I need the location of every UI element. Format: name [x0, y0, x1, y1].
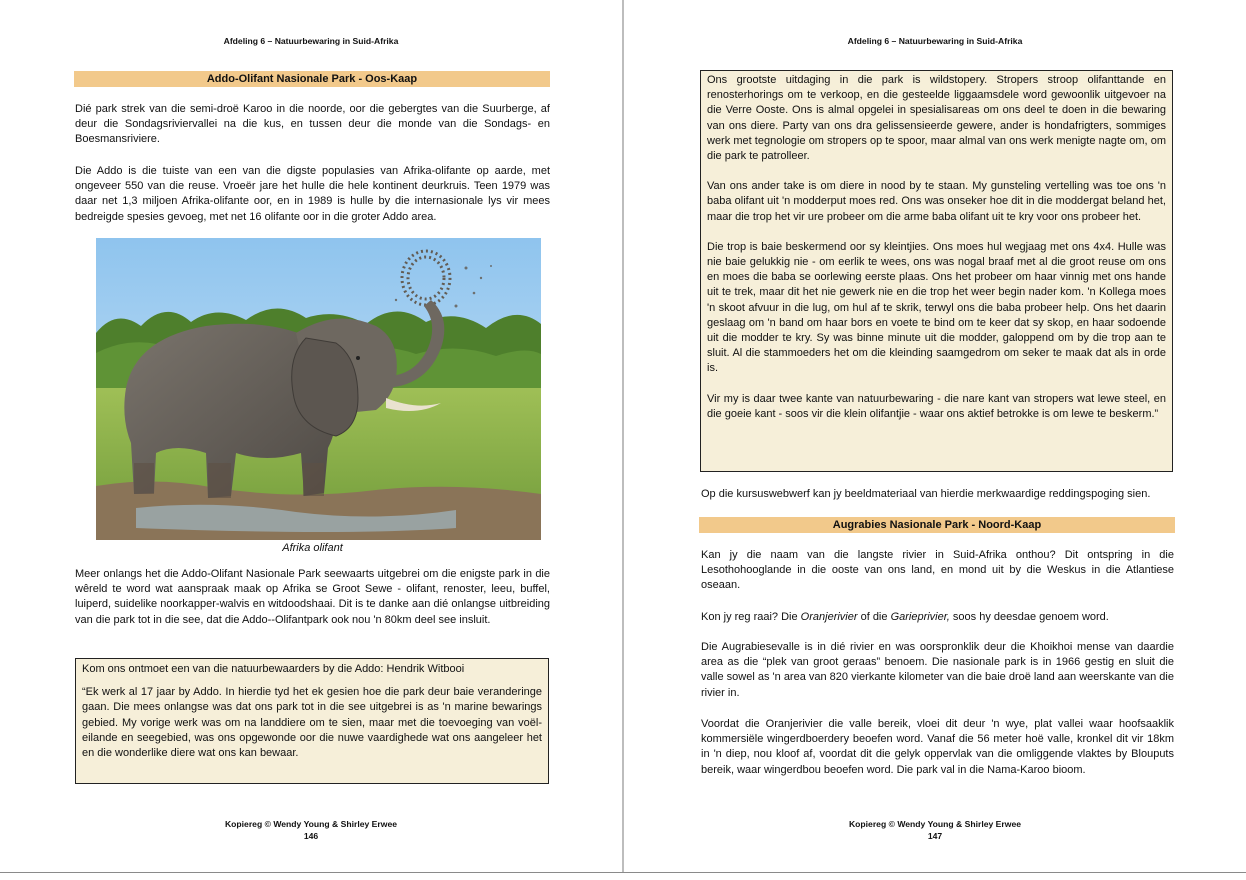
river-name-gariep: Garieprivier, [890, 611, 950, 623]
page-146 [0, 0, 622, 872]
copyright-notice: Kopiereg © Wendy Young & Shirley Erwee [224, 819, 398, 829]
ranger-quote-poaching: Ons grootste uitdaging in die park is wildstopery. Stropers stroop olifanttande en renosterhorings om te verkoop, en die gesteelde liggaamsdele word gewoonlik uitgevoer na die Verre Ooste. Ons is almal opgelei in spesialisareas om ons deel te doen in die bewaring van ons diere. Party van ons dra gelissensieerde gewere, ander is hondafrigters, sommiges werk met tegnologie om stropers op te spoor, maar almal van ons werk menigte nagte om, om die park te patrolleer. [707, 74, 1166, 163]
section-heading-addo: Addo-Olifant Nasionale Park - Oos-Kaap [74, 71, 550, 87]
section-heading-augrabies: Augrabies Nasionale Park - Noord-Kaap [699, 517, 1175, 533]
page-number: 146 [303, 831, 319, 841]
ranger-quote-herd: Die trop is baie beskermend oor sy kleintjies. Ons moes hul wegjaag met ons 4x4. Hulle was nie baie gelukkig nie - om eerlik te wees, ons was nogal braaf met al die groot reuse om ons en moes die baba se oorlewing eerste plaas. Ons het probeer om haar vinnig met ons hande uit te trek, maar dit het nie gewerk nie en die trop het weer begin nader kom. 'n Kollega moes 'n skoot afvuur in die lug, om hul af te skrik, terwyl ons die baba probeer help. Ons het daarin geslaag om 'n band om haar bors en voete te bind om te keer dat sy skop, en haar sodoende uit die modder te kry. Sy was binne minute uit die modder, galoppend om by die trop aan te sluit. Al die stammoeders het om die kleinding saamgedrom om seker te maak dat als in orde is. [707, 240, 1166, 375]
page-footer [0, 818, 622, 842]
paragraph-augrabies-river: Kan jy die naam van die langste rivier in Suid-Afrika onthou? Dit ontspring in die Lesothohooglande in die ooste van ons land, en mond uit by die Weskus in die Atlantiese oseaan. [701, 549, 1174, 592]
text-run: of die [857, 611, 891, 623]
paragraph-addo-intro: Dié park strek van die semi-droë Karoo in die noorde, oor die gebergtes van die Suurberge, af deur die Sondagsriviervallei na die kus, en tussen deur die monde van die Sondags- en Boesmansriviere. [75, 103, 550, 146]
ranger-interview-box-continued [700, 70, 1173, 472]
ranger-interview-box [75, 658, 549, 784]
page-147 [624, 0, 1246, 872]
elephant-photo [96, 238, 541, 540]
paragraph-addo-population: Die Addo is die tuiste van een van die digste populasies van Afrika-olifante op aarde, met ongeveer 550 van die reuse. Vroeër jare het hulle die hele kontinent deurkruis. Teen 1979 was daar net 1,3 miljoen Afrika-olifante oor, en in 1989 is hulle by die internasionale lys vir mees bedreigde spesies gevoeg, met net 16 olifante oor in die groter Addo area. [75, 165, 550, 223]
ranger-quote-conclusion: Vir my is daar twee kante van natuurbewaring - die nare kant van stropers wat lewe steel, en die goeie kant - soos vir die klein olifantjie - waar ons aktief betrokke is om lewe te beskerm.” [707, 392, 1166, 420]
ranger-quote-start: “Ek werk al 17 jaar by Addo. In hierdie tyd het ek gesien hoe die park deur baie veranderinge gaan. Die mees onlangse was dat ons park tot in die see uitgebrei is as 'n marine bewarings gebied. My vorige werk was om na landdiere om te sien, maar met die toevoeging van voël-eilande en seegebied, was ons opgewonde oor die nuwe vaardighede wat ons aangeleer het en die wonderlike diere wat ons kan bewaar. [82, 686, 542, 760]
paragraph-course-website: Op die kursuswebwerf kan jy beeldmateriaal van hierdie merkwaardige reddingspoging sien. [701, 488, 1151, 500]
paragraph-augrabies-falls: Die Augrabiesevalle is in dié rivier en was oorspronklik deur die Khoikhoi mense van daardie area as die “plek van groot geraas” benoem. Die nasionale park is in 1966 gestig en sluit die valle sowel as 'n area van 820 vierkante kilometer van die baie droë land aan weerskante van die rivier in. [701, 641, 1174, 699]
page-number: 147 [927, 831, 943, 841]
paragraph-augrabies-valley: Voordat die Oranjerivier die valle bereik, vloei dit deur 'n wye, plat vallei waar hoofsaaklik kommersiële wingerdboerdery beoefen word. Vanaf die 56 meter hoë valle, kronkel dit vir 18km in 'n diep, nou kloof af, voordat dit die gelyk oppervlak van die omliggende vlaktes by Blouputs bereik, waar wingerdbou beoefen word. Die park val in die Nama-Karoo bioom. [701, 718, 1174, 776]
running-header: Afdeling 6 – Natuurbewaring in Suid-Afrika [847, 36, 1023, 46]
page-footer [624, 818, 1246, 842]
photo-caption: Afrika olifant [282, 542, 343, 554]
ranger-quote-rescue: Van ons ander take is om diere in nood by te staan. My gunsteling vertelling was toe ons 'n baba olifant uit 'n modderput moes red. Ons was onseker hoe dit in die moddergat beland het, maar die trop het vir ure probeer om die arme baba olifant uit te kry voor ons probeer het. [707, 180, 1166, 223]
ranger-box-title: Kom ons ontmoet een van die natuurbewaarders by die Addo: Hendrik Witbooi [82, 663, 465, 675]
text-run: soos hy deesdae genoem word. [949, 611, 1109, 623]
copyright-notice: Kopiereg © Wendy Young & Shirley Erwee [848, 819, 1022, 829]
paragraph-addo-expansion: Meer onlangs het die Addo-Olifant Nasionale Park seewaarts uitgebrei om die enigste park in die wêreld te word wat aanspraak maak op Afrika se Groot Sewe - olifant, renoster, leeu, buffel, luiperd, suidelike noorkapper-walvis en witdoodshaai. Dit is te danke aan dié onlangse uitbreiding van die park tot in die see, dat die Addo--Olifantpark ook nou 'n 80km deel see insluit. [75, 568, 550, 626]
river-name-oranje: Oranjerivier [800, 611, 858, 623]
paragraph-augrabies-guess [701, 610, 1174, 625]
text-run: Kon jy reg raai? Die [701, 611, 801, 623]
running-header: Afdeling 6 – Natuurbewaring in Suid-Afrika [223, 36, 399, 46]
